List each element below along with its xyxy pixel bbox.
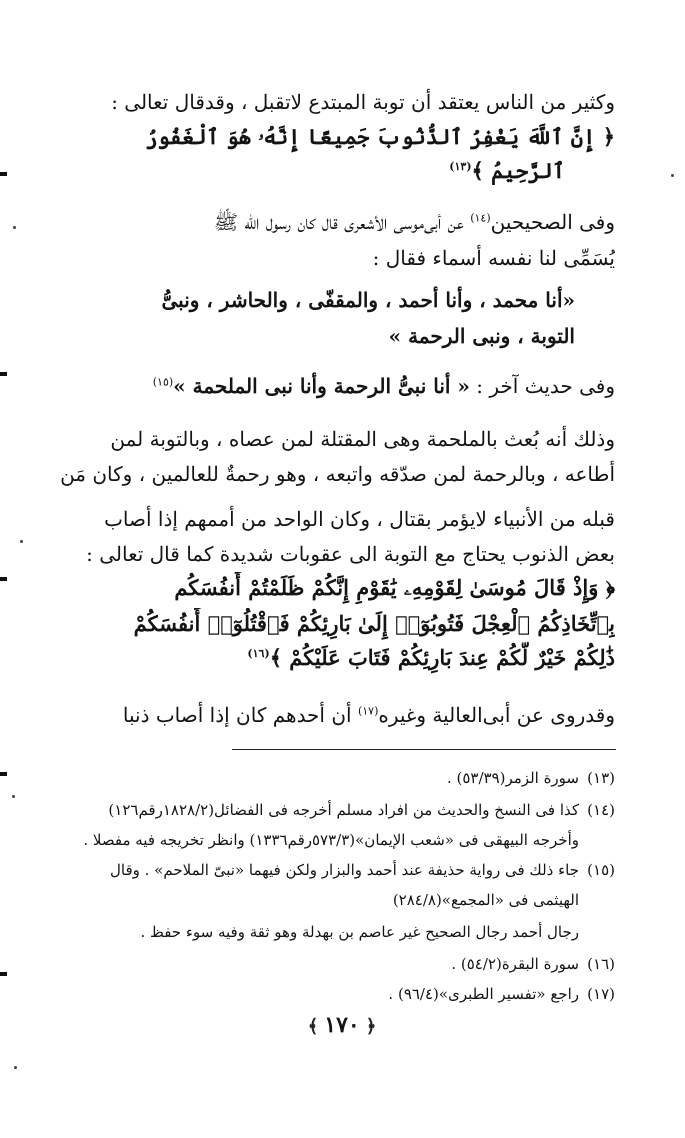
page-number xyxy=(292,1008,392,1042)
footnote-text: سورة البقرة(٥٤/٢) . xyxy=(451,955,579,973)
quran-verse-text: ٱلرَّحِيمُ ﴾ xyxy=(471,158,565,183)
footnote xyxy=(60,858,615,882)
ornament-icon: ﴾ xyxy=(307,1016,319,1037)
hadith-quote: « أنا نبىُّ الرحمة وأنا نبى الملحمة » xyxy=(173,374,470,398)
scan-speck xyxy=(671,174,674,177)
paragraph-line: وكثير من الناس يعتقد أن توبة المبتدع لاتقبل ، وقدقال تعالى : xyxy=(111,90,615,114)
scan-mark xyxy=(0,577,7,581)
footnote xyxy=(60,982,615,1006)
scan-speck xyxy=(12,795,15,798)
paragraph-line: بعض الذنوب يحتاج مع التوبة الى عقوبات شديدة كما قال تعالى : xyxy=(86,542,615,566)
footnote xyxy=(60,952,615,976)
hadith-line: التوبة ، ونبى الرحمة » xyxy=(388,324,575,348)
scan-mark xyxy=(0,172,7,176)
footnote xyxy=(60,766,615,790)
footnote-marker: (١٤) xyxy=(470,211,491,225)
quran-verse-line xyxy=(300,155,565,187)
paragraph-line: قبله من الأنبياء لايؤمر بقتال ، وكان الواحد من أممهم إذا أصاب xyxy=(104,507,615,531)
quran-verse-line xyxy=(190,642,615,674)
paragraph-line: وذلك أنه بُعث بالملحمة وهى المقتلة لمن عصاه ، وبالتوبة لمن xyxy=(110,427,615,451)
scan-speck xyxy=(20,540,23,543)
ornament-icon: ﴿ xyxy=(365,1016,377,1037)
text-run: أن أحدهم كان إذا أصاب ذنبا xyxy=(122,703,358,727)
quran-verse-line: ﴿ وَإِذْ قَالَ مُوسَىٰ لِقَوْمِهِۦ يَٰقَوْمِ إِنَّكُمْ ظَلَمْتُمْ أَنفُسَكُم xyxy=(174,575,615,600)
footnote-marker: (١٦) xyxy=(247,647,270,660)
paragraph-line xyxy=(60,699,615,731)
footnote-marker: (١٥) xyxy=(152,375,174,389)
scan-speck xyxy=(14,1066,17,1069)
text-run: وفى حديث آخر : xyxy=(469,374,615,398)
scan-mark xyxy=(0,972,7,976)
quran-verse-line: ﴿ إِنَّ ٱللَّهَ يَغْفِرُ ٱلذُّنُوبَ جَمِيعًا إِنَّهُۥ هُوَ ٱلْغَفُورُ xyxy=(145,124,615,149)
quran-verse-line: بِٱتِّخَاذِكُمُ ٱلْعِجْلَ فَتُوبُوٓا۟ إِلَىٰ بَارِئِكُمْ فَٱقْتُلُوٓا۟ أَنفُسَكُمْ xyxy=(133,611,615,636)
text-run: عن أبى‌موسى الأشعرى قال كان رسول الله ﷺ xyxy=(213,210,471,234)
scan-mark xyxy=(0,772,7,776)
footnote-continuation: الهيثمى فى «المجمع»(٢٨٤/٨) xyxy=(392,891,579,909)
paragraph-line xyxy=(120,370,615,402)
footnote-text: كذا فى النسخ والحديث من افراد مسلم أخرجه فى الفضائل(١٨٢٨/٢رقم١٢٦) xyxy=(108,801,579,819)
hadith-line: «أنا محمد ، وأنا أحمد ، والمقفّى ، والحاشر ، ونبىُّ xyxy=(161,288,575,312)
paragraph-line: يُسَمِّى لنا نفسه أسماء فقال : xyxy=(372,246,615,270)
page-number-value: ١٧٠ xyxy=(324,1012,360,1038)
footnote-separator xyxy=(232,749,616,750)
footnote-number: (١٦) xyxy=(587,955,615,973)
footnote-number: (١٧) xyxy=(587,985,615,1003)
footnote xyxy=(60,798,615,822)
footnote-marker: (١٣) xyxy=(449,160,472,173)
footnote-marker: (١٧) xyxy=(357,704,379,718)
footnote-number: (١٥) xyxy=(587,861,615,879)
footnote-number: (١٤) xyxy=(587,801,615,819)
footnote-number: (١٣) xyxy=(587,769,615,787)
text-run: وفى الصحيحين xyxy=(490,210,615,234)
footnote-text: سورة الزمر(٥٣/٣٩) . xyxy=(446,769,579,787)
paragraph-line xyxy=(50,206,615,238)
text-run: وقدروى عن أبى‌العالية وغيره xyxy=(378,703,615,727)
scan-speck xyxy=(13,226,16,229)
paragraph-line: أطاعه ، وبالرحمة لمن صدّقه واتبعه ، وهو رحمةٌ للعالمين ، وكان مَن xyxy=(60,462,615,486)
footnote-text: جاء ذلك فى رواية حذيفة عند أحمد والبزار ولكن فيهما «نبىّ الملاحم» . وقال xyxy=(110,861,579,879)
quran-verse-text: ذَٰلِكُمْ خَيْرٌ لَّكُمْ عِندَ بَارِئِكُمْ فَتَابَ عَلَيْكُمْ ﴾ xyxy=(269,645,615,670)
footnote-continuation: رجال أحمد رجال الصحيح غير عاصم بن بهدلة وهو ثقة وفيه سوء حفظ . xyxy=(140,923,579,941)
footnote-text: راجع «تفسير الطبرى»(٩٦/٤) . xyxy=(388,985,579,1003)
footnote-continuation: وأخرجه البيهقى فى «شعب الإيمان»(٥٧٣/٣رقم١٣٣٦) وانظر تخريجه فيه مفصلا . xyxy=(83,831,579,849)
scan-mark xyxy=(0,372,7,376)
